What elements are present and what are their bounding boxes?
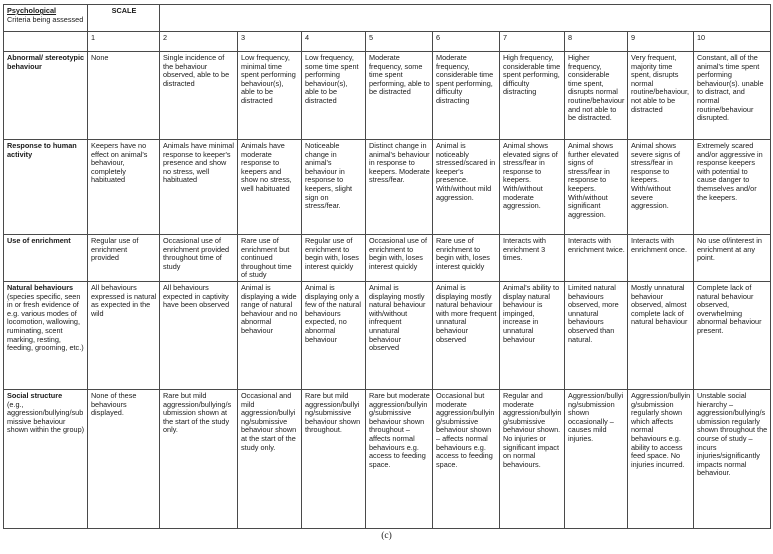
score-cell-3: Low frequency, minimal time spent performing behaviour(s), able to be distracted: [238, 52, 302, 140]
criteria-label-cell: [4, 281, 88, 389]
score-cell-4: Noticeable change in animal's behaviour in response to keepers, slight sign on stress/fear.: [302, 140, 366, 235]
scale-number-2: 2: [160, 32, 238, 52]
criteria-name: Use of enrichment: [7, 236, 71, 245]
score-cell-2: Single incidence of the behaviour observed, able to be distracted: [160, 52, 238, 140]
scale-number-10: 10: [694, 32, 771, 52]
score-cell-5: Animal is displaying mostly natural behaviour with/without infrequent unnatural behaviour observed: [366, 281, 433, 389]
score-cell-2: All behaviours expected in captivity have been observed: [160, 281, 238, 389]
score-cell-10: Constant, all of the animal's time spent performing behaviour(s). unable to distract, and normal routine/behaviour disrupted.: [694, 52, 771, 140]
score-cell-7: Regular and moderate aggression/bullying/submissive behaviour shown. No injuries or significant impact on normal behaviours.: [500, 389, 565, 528]
criteria-label-cell: [4, 140, 88, 235]
score-cell-6: Animal is displaying mostly natural behaviour with more frequent unnatural behaviour observed: [433, 281, 500, 389]
scale-number-6: 6: [433, 32, 500, 52]
table-title: Psychological: [7, 6, 57, 15]
score-cell-1: Keepers have no effect on animal's behaviour, completely habituated: [88, 140, 160, 235]
score-cell-7: Animal's ability to display natural behaviour is impinged, increase in unnatural behaviour: [500, 281, 565, 389]
criteria-row: [4, 281, 771, 389]
score-cell-1: All behaviours expressed is natural as expected in the wild: [88, 281, 160, 389]
criteria-row: [4, 389, 771, 528]
score-cell-5: Occasional use of enrichment to begin with, loses interest quickly: [366, 235, 433, 282]
score-cell-10: Complete lack of natural behaviour observed, overwhelming abnormal behaviour present.: [694, 281, 771, 389]
score-cell-8: Higher frequency, considerable time spent, disrupts normal routine/behaviour and not able to be distracted.: [565, 52, 628, 140]
score-cell-2: Occasional use of enrichment provided throughout time of study: [160, 235, 238, 282]
score-cell-3: Animal is displaying a wide range of natural behaviour and no abnormal behaviour: [238, 281, 302, 389]
scale-number-blank: [4, 32, 88, 52]
scale-label: SCALE: [111, 6, 137, 15]
score-cell-1: None: [88, 52, 160, 140]
score-cell-9: Interacts with enrichment once.: [628, 235, 694, 282]
score-cell-8: Limited natural behaviours observed, more unnatural behaviours observed than natural.: [565, 281, 628, 389]
header-blank: [160, 5, 771, 32]
score-cell-4: Low frequency, some time spent performing behaviour(s), able to be distracted: [302, 52, 366, 140]
scale-number-row: [4, 32, 771, 52]
criteria-label-cell: [4, 389, 88, 528]
score-cell-4: Regular use of enrichment to begin with, loses interest quickly: [302, 235, 366, 282]
criteria-description: (species specific, seen in or fresh evidence of e.g. various modes of locomotion, wallowing, ruminating, scent marking, resting, feeding, grooming, etc.): [7, 291, 84, 353]
score-cell-2: Animals have minimal response to keeper's presence and show no stress, well habituated: [160, 140, 238, 235]
table-subtitle: Criteria being assessed: [7, 14, 84, 24]
scale-number-8: 8: [565, 32, 628, 52]
score-cell-6: Moderate frequency, considerable time spent performing, difficulty distracting: [433, 52, 500, 140]
criteria-name: Natural behaviours: [7, 282, 74, 292]
score-cell-7: Animal shows elevated signs of stress/fear in response to keepers. With/without moderate aggression.: [500, 140, 565, 235]
criteria-row: [4, 140, 771, 235]
score-cell-5: Moderate frequency, some time spent performing, able to be distracted: [366, 52, 433, 140]
scale-number-3: 3: [238, 32, 302, 52]
assessment-table: [3, 4, 771, 529]
criteria-name: Abnormal/ stereotypic behaviour: [7, 53, 85, 71]
score-cell-7: Interacts with enrichment 3 times.: [500, 235, 565, 282]
score-cell-7: High frequency, considerable time spent performing, difficulty distracting: [500, 52, 565, 140]
criteria-row: [4, 235, 771, 282]
criteria-label-cell: [4, 52, 88, 140]
score-cell-9: Aggression/bullying/submission regularly shown which affects normal behaviours e.g. ability to access feed space. No injuries incurred.: [628, 389, 694, 528]
score-cell-9: Very frequent, majority time spent, disrupts normal routine/behaviour, not able to be distracted: [628, 52, 694, 140]
score-cell-3: Occasional and mild aggression/bullying/submissive behaviour shown at the start of the study only.: [238, 389, 302, 528]
score-cell-5: Rare but moderate aggression/bullying/submissive behaviour shown throughout – affects normal behaviours e.g. access to feeding space.: [366, 389, 433, 528]
score-cell-4: Rare but mild aggression/bullying/submissive behaviour shown throughout.: [302, 389, 366, 528]
score-cell-5: Distinct change in animal's behaviour in response to keepers. Moderate stress/fear.: [366, 140, 433, 235]
header-row: [4, 5, 771, 32]
score-cell-3: Rare use of enrichment but continued throughout time of study: [238, 235, 302, 282]
score-cell-6: Occasional but moderate aggression/bullying/submissive behaviour shown – affects normal behaviours e.g. access to feeding space.: [433, 389, 500, 528]
scale-number-7: 7: [500, 32, 565, 52]
score-cell-8: Animal shows further elevated signs of stress/fear in response to keepers. With/without significant aggression.: [565, 140, 628, 235]
score-cell-8: Aggression/bullying/submission shown occasionally – causes mild injuries.: [565, 389, 628, 528]
score-cell-10: No use of/interest in enrichment at any point.: [694, 235, 771, 282]
criteria-name: Response to human activity: [7, 141, 77, 159]
scale-number-1: 1: [88, 32, 160, 52]
score-cell-6: Rare use of enrichment to begin with, loses interest quickly: [433, 235, 500, 282]
score-cell-6: Animal is noticeably stressed/scared in keeper's presence. With/without mild aggression.: [433, 140, 500, 235]
score-cell-3: Animals have moderate response to keepers and show no stress, well habituated: [238, 140, 302, 235]
score-cell-1: None of these behaviours displayed.: [88, 389, 160, 528]
criteria-name: Social structure: [7, 390, 63, 400]
scale-number-9: 9: [628, 32, 694, 52]
score-cell-1: Regular use of enrichment provided: [88, 235, 160, 282]
scale-number-5: 5: [366, 32, 433, 52]
score-cell-10: Extremely scared and/or aggressive in response keepers with potential to cause danger to themselves and/or the keepers.: [694, 140, 771, 235]
criteria-description: (e.g., aggression/bullying/submissive behaviour shown within the group): [7, 399, 85, 435]
criteria-label-cell: [4, 235, 88, 282]
score-cell-2: Rare but mild aggression/bullying/submission shown at the start of the study only.: [160, 389, 238, 528]
criteria-header-cell: [4, 5, 88, 32]
criteria-row: [4, 52, 771, 140]
score-cell-9: Animal shows severe signs of stress/fear in response to keepers. With/without severe aggression.: [628, 140, 694, 235]
score-cell-8: Interacts with enrichment twice.: [565, 235, 628, 282]
score-cell-9: Mostly unnatural behaviour observed, almost complete lack of natural behaviour: [628, 281, 694, 389]
scale-number-4: 4: [302, 32, 366, 52]
score-cell-10: Unstable social hierarchy – aggression/bullying/submission regularly shown throughout the course of study – incurs injuries/significantly impacts normal behaviour.: [694, 389, 771, 528]
figure-caption: (c): [381, 531, 392, 541]
score-cell-4: Animal is displaying only a few of the natural behaviours expected, no abnormal behaviour: [302, 281, 366, 389]
scale-header-cell: [88, 5, 160, 32]
